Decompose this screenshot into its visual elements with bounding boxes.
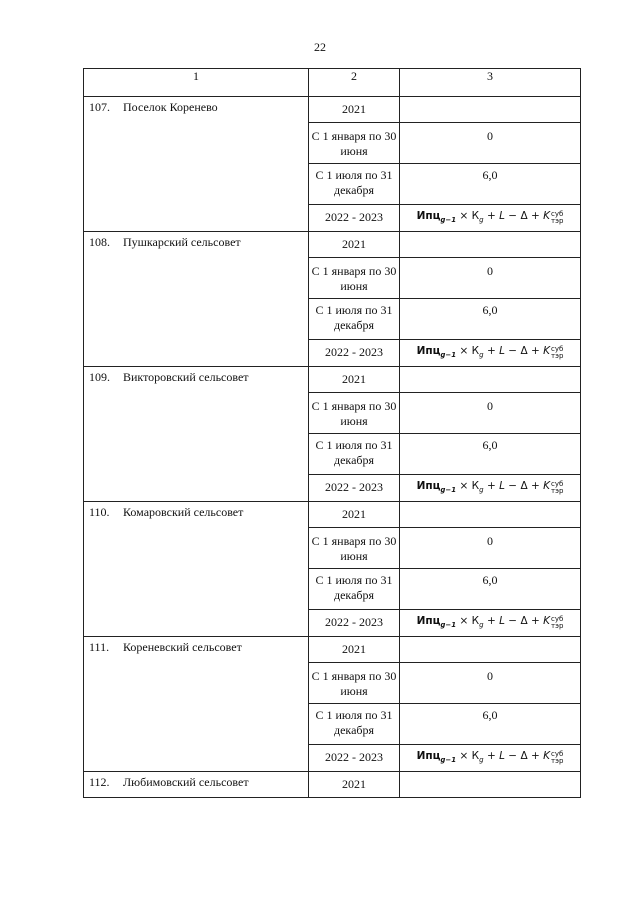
formula-ipts: Ипц — [416, 614, 441, 627]
table-header-row — [84, 69, 581, 97]
period-multiyear: 2022 - 2023 — [309, 340, 400, 367]
row-number: 112. — [89, 775, 110, 789]
formula-kt: K — [543, 479, 551, 492]
formula-kt-sub: тэр — [551, 486, 564, 495]
formula-times: × — [459, 614, 469, 627]
formula-l: L — [499, 209, 505, 222]
formula-ipts: Ипц — [416, 749, 441, 762]
row-number: 110. — [89, 505, 110, 519]
formula-minus: − — [508, 614, 518, 627]
formula-kt-sup: суб — [551, 749, 564, 758]
formula-minus: − — [508, 479, 518, 492]
formula-l: L — [499, 614, 505, 627]
row-number: 107. — [89, 100, 110, 114]
formula-kt-sup: суб — [551, 614, 564, 623]
period-second-half: С 1 июля по 31 декабря — [309, 434, 400, 475]
settlement-name: Комаровский сельсовет — [123, 505, 244, 519]
formula-l: L — [499, 479, 505, 492]
formula-g-sub: g−1 — [440, 755, 457, 764]
formula-kt-sub: тэр — [551, 756, 564, 765]
column-header-2: 2 — [309, 69, 400, 97]
table-row — [84, 97, 581, 123]
formula-delta: Δ — [520, 344, 528, 357]
formula-minus: − — [508, 209, 518, 222]
formula-kt: K — [543, 344, 551, 357]
settlement-name-cell — [84, 367, 309, 502]
tariff-formula — [416, 209, 564, 225]
table-row — [84, 772, 581, 798]
value-formula — [400, 610, 581, 637]
period-year: 2021 — [309, 232, 400, 258]
period-multiyear: 2022 - 2023 — [309, 475, 400, 502]
formula-plus-2: + — [530, 749, 540, 762]
period-year: 2021 — [309, 637, 400, 663]
table-row — [84, 637, 581, 663]
formula-kt-sub: тэр — [551, 216, 564, 225]
table-row — [84, 367, 581, 393]
value-second-half: 6,0 — [400, 164, 581, 205]
column-header-1: 1 — [84, 69, 309, 97]
formula-g-sub: g−1 — [440, 350, 457, 359]
tariff-formula — [416, 749, 564, 765]
value-second-half: 6,0 — [400, 704, 581, 745]
formula-k-sub: g — [479, 215, 484, 224]
formula-k: К — [471, 614, 480, 627]
tariff-table — [83, 68, 581, 798]
formula-delta: Δ — [520, 614, 528, 627]
formula-times: × — [459, 344, 469, 357]
formula-delta: Δ — [520, 479, 528, 492]
period-second-half: С 1 июля по 31 декабря — [309, 299, 400, 340]
settlement-name-cell — [84, 232, 309, 367]
period-year: 2021 — [309, 367, 400, 393]
period-first-half: С 1 января по 30 июня — [309, 663, 400, 704]
formula-kt-sup: суб — [551, 209, 564, 218]
formula-k: К — [471, 209, 480, 222]
formula-g-sub: g−1 — [440, 620, 457, 629]
formula-plus-2: + — [530, 614, 540, 627]
period-second-half: С 1 июля по 31 декабря — [309, 704, 400, 745]
formula-delta: Δ — [520, 209, 528, 222]
value-year-empty — [400, 637, 581, 663]
value-year-empty — [400, 367, 581, 393]
table-row — [84, 232, 581, 258]
formula-plus-2: + — [530, 344, 540, 357]
formula-times: × — [459, 749, 469, 762]
period-first-half: С 1 января по 30 июня — [309, 528, 400, 569]
column-header-3: 3 — [400, 69, 581, 97]
row-number: 111. — [89, 640, 110, 654]
value-first-half: 0 — [400, 663, 581, 704]
formula-plus-1: + — [486, 614, 496, 627]
formula-ipts: Ипц — [416, 479, 441, 492]
row-number: 108. — [89, 235, 110, 249]
settlement-name-cell — [84, 97, 309, 232]
formula-kt-sup: суб — [551, 344, 564, 353]
tariff-formula — [416, 344, 564, 360]
period-second-half: С 1 июля по 31 декабря — [309, 164, 400, 205]
value-formula — [400, 340, 581, 367]
settlement-name-cell — [84, 637, 309, 772]
period-first-half: С 1 января по 30 июня — [309, 123, 400, 164]
formula-minus: − — [508, 749, 518, 762]
formula-k: К — [471, 344, 480, 357]
period-first-half: С 1 января по 30 июня — [309, 393, 400, 434]
formula-minus: − — [508, 344, 518, 357]
settlement-name: Кореневский сельсовет — [123, 640, 242, 654]
formula-plus-1: + — [486, 344, 496, 357]
value-year-empty — [400, 502, 581, 528]
table-body — [84, 97, 581, 798]
formula-kt-sup: суб — [551, 479, 564, 488]
value-first-half: 0 — [400, 123, 581, 164]
formula-times: × — [459, 479, 469, 492]
period-year: 2021 — [309, 772, 400, 798]
formula-plus-1: + — [486, 209, 496, 222]
formula-g-sub: g−1 — [440, 215, 457, 224]
formula-l: L — [499, 344, 505, 357]
formula-kt: K — [543, 749, 551, 762]
settlement-name: Поселок Коренево — [123, 100, 218, 114]
settlement-name-cell — [84, 502, 309, 637]
row-number: 109. — [89, 370, 110, 384]
period-first-half: С 1 января по 30 июня — [309, 258, 400, 299]
formula-k: К — [471, 749, 480, 762]
value-year-empty — [400, 232, 581, 258]
formula-k-sub: g — [479, 350, 484, 359]
formula-plus-2: + — [530, 479, 540, 492]
formula-delta: Δ — [520, 749, 528, 762]
period-year: 2021 — [309, 502, 400, 528]
tariff-formula — [416, 479, 564, 495]
settlement-name: Пушкарский сельсовет — [123, 235, 241, 249]
tariff-formula — [416, 614, 564, 630]
value-first-half: 0 — [400, 258, 581, 299]
period-year: 2021 — [309, 97, 400, 123]
settlement-name-cell — [84, 772, 309, 798]
formula-k: К — [471, 479, 480, 492]
value-second-half: 6,0 — [400, 299, 581, 340]
formula-ipts: Ипц — [416, 344, 441, 357]
formula-plus-2: + — [530, 209, 540, 222]
formula-times: × — [459, 209, 469, 222]
formula-k-sub: g — [479, 620, 484, 629]
formula-kt: K — [543, 614, 551, 627]
period-multiyear: 2022 - 2023 — [309, 745, 400, 772]
period-multiyear: 2022 - 2023 — [309, 610, 400, 637]
value-year-empty — [400, 772, 581, 798]
formula-g-sub: g−1 — [440, 485, 457, 494]
value-formula — [400, 475, 581, 502]
period-multiyear: 2022 - 2023 — [309, 205, 400, 232]
value-formula — [400, 205, 581, 232]
value-year-empty — [400, 97, 581, 123]
value-second-half: 6,0 — [400, 434, 581, 475]
period-second-half: С 1 июля по 31 декабря — [309, 569, 400, 610]
formula-kt-sub: тэр — [551, 351, 564, 360]
formula-plus-1: + — [486, 749, 496, 762]
formula-plus-1: + — [486, 479, 496, 492]
settlement-name: Викторовский сельсовет — [123, 370, 249, 384]
settlement-name: Любимовский сельсовет — [123, 775, 249, 789]
formula-k-sub: g — [479, 485, 484, 494]
value-first-half: 0 — [400, 528, 581, 569]
page-number: 22 — [314, 40, 326, 54]
value-formula — [400, 745, 581, 772]
formula-ipts: Ипц — [416, 209, 441, 222]
formula-k-sub: g — [479, 755, 484, 764]
formula-kt-sub: тэр — [551, 621, 564, 630]
value-first-half: 0 — [400, 393, 581, 434]
value-second-half: 6,0 — [400, 569, 581, 610]
formula-kt: K — [543, 209, 551, 222]
table-row — [84, 502, 581, 528]
formula-l: L — [499, 749, 505, 762]
